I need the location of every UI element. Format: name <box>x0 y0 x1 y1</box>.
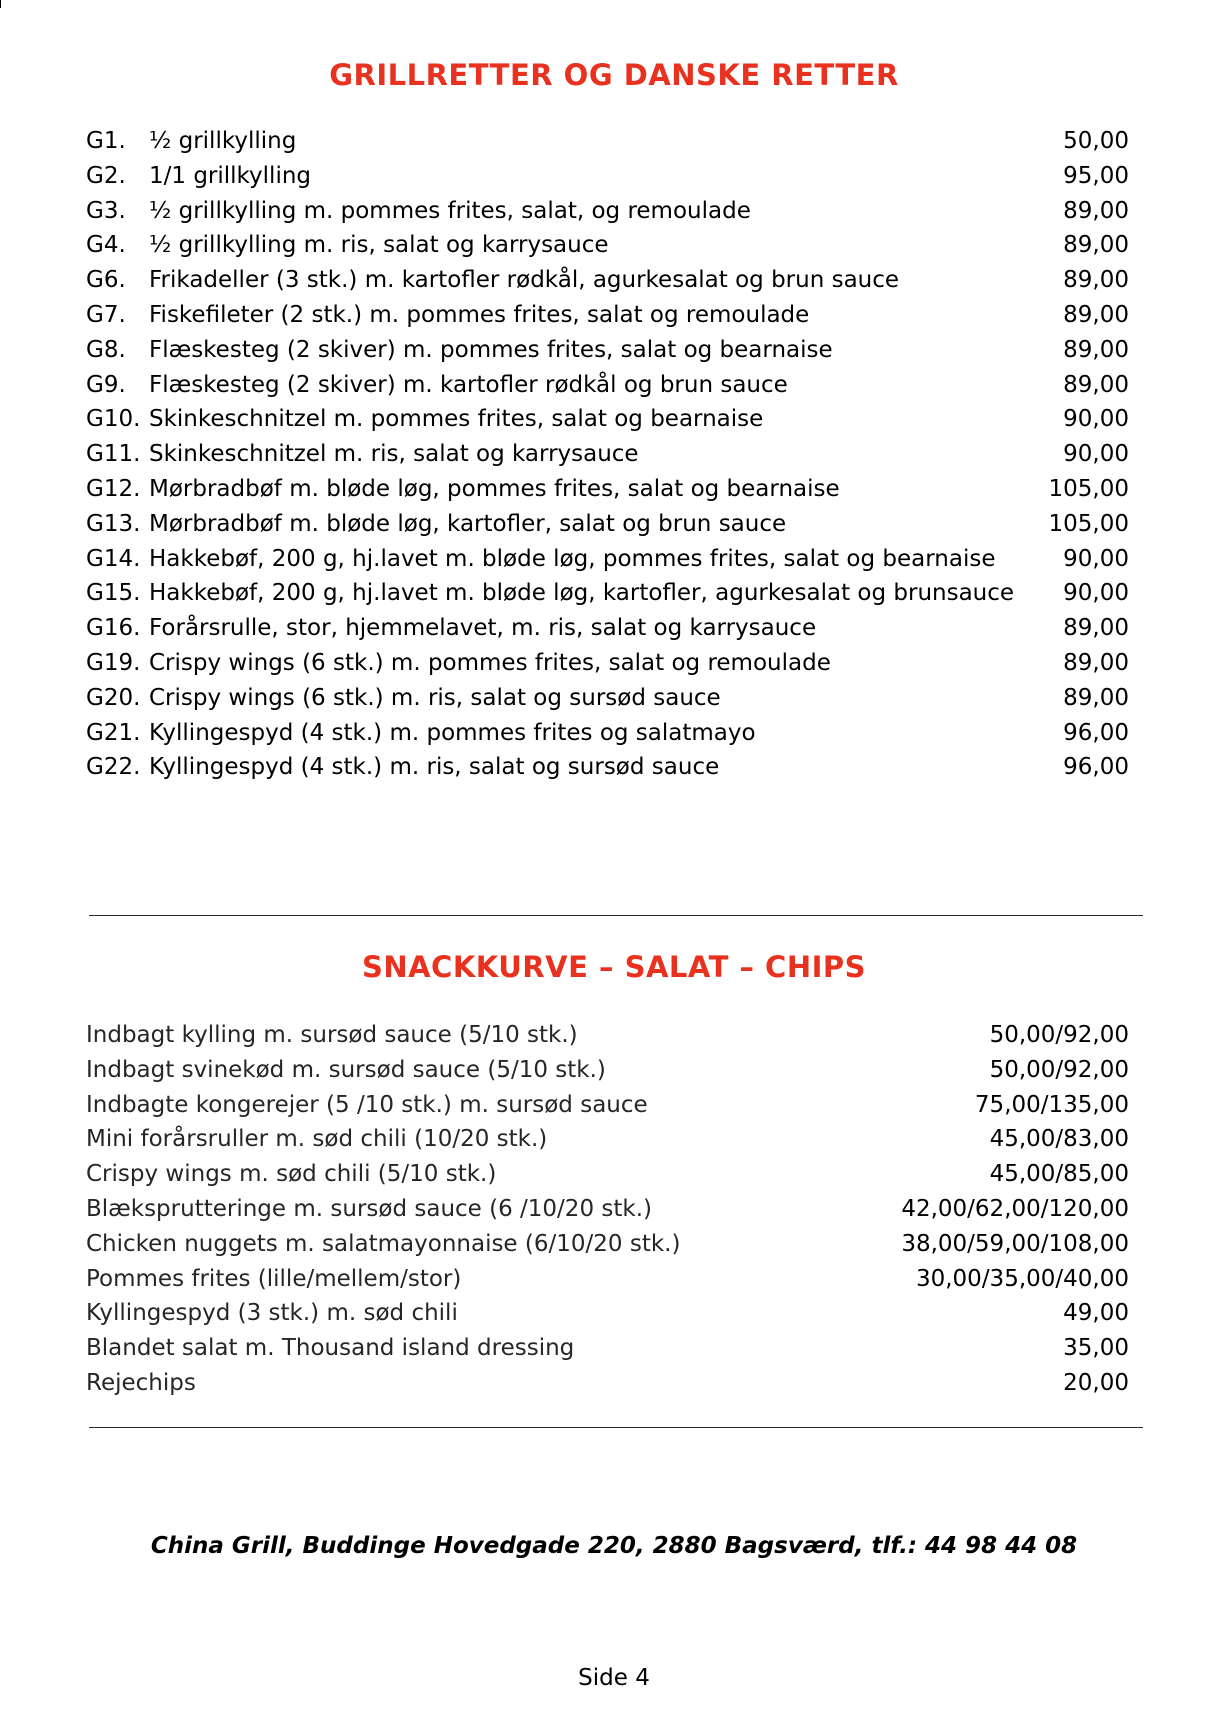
item-code: G2. <box>86 162 126 189</box>
menu-item <box>0 1157 1228 1192</box>
item-price: 89,00 <box>1063 267 1129 294</box>
menu-item <box>0 1018 1228 1053</box>
item-code: G16. <box>86 615 141 642</box>
menu-item <box>0 194 1228 229</box>
item-description: Kyllingespyd (4 stk.) m. ris, salat og sursød sauce <box>149 754 720 781</box>
menu-item <box>0 1088 1228 1123</box>
item-code: G20. <box>86 684 141 711</box>
item-description: Crispy wings m. sød chili (5/10 stk.) <box>86 1161 497 1188</box>
menu-item <box>0 228 1228 263</box>
item-description: Crispy wings (6 stk.) m. ris, salat og sursød sauce <box>149 684 721 711</box>
menu-item <box>0 1331 1228 1366</box>
item-description: Crispy wings (6 stk.) m. pommes frites, salat og remoulade <box>149 649 831 676</box>
item-price: 45,00/83,00 <box>989 1126 1129 1153</box>
item-code: G12. <box>86 475 141 502</box>
item-description: Blæksprutteringe m. sursød sauce (6 /10/20 stk.) <box>86 1195 652 1222</box>
section-divider <box>89 915 1143 916</box>
item-description: Chicken nuggets m. salatmayonnaise (6/10/20 stk.) <box>86 1230 681 1257</box>
menu-item <box>0 1366 1228 1401</box>
grill-section-title: GRILLRETTER OG DANSKE RETTER <box>329 58 899 92</box>
menu-item <box>0 263 1228 298</box>
item-price: 45,00/85,00 <box>989 1161 1129 1188</box>
item-price: 50,00/92,00 <box>989 1056 1129 1083</box>
page-number: Side 4 <box>578 1665 650 1691</box>
item-description: Pommes frites (lille/mellem/stor) <box>86 1265 462 1292</box>
item-price: 50,00 <box>1063 128 1129 154</box>
item-code: G22. <box>86 754 141 781</box>
menu-item <box>0 368 1228 403</box>
item-description: Frikadeller (3 stk.) m. kartofler rødkål, agurkesalat og brun sauce <box>149 267 900 294</box>
menu-item <box>0 159 1228 194</box>
menu-item <box>0 750 1228 785</box>
item-price: 89,00 <box>1063 615 1129 642</box>
item-price: 50,00/92,00 <box>989 1022 1129 1048</box>
item-description: Hakkebøf, 200 g, hj.lavet m. bløde løg, pommes frites, salat og bearnaise <box>149 545 996 572</box>
item-description: ½ grillkylling m. ris, salat og karrysauce <box>149 232 609 259</box>
item-price: 105,00 <box>1048 510 1129 537</box>
item-price: 49,00 <box>1063 1300 1129 1327</box>
item-price: 38,00/59,00/108,00 <box>901 1230 1129 1257</box>
menu-item <box>0 1227 1228 1262</box>
menu-item <box>0 507 1228 542</box>
item-price: 89,00 <box>1063 684 1129 711</box>
item-price: 89,00 <box>1063 232 1129 259</box>
item-price: 90,00 <box>1063 580 1129 607</box>
item-description: Forårsrulle, stor, hjemmelavet, m. ris, salat og karrysauce <box>149 615 817 642</box>
item-description: Mørbradbøf m. bløde løg, pommes frites, salat og bearnaise <box>149 475 840 502</box>
menu-item <box>0 402 1228 437</box>
item-code: G6. <box>86 267 126 294</box>
item-price: 20,00 <box>1063 1369 1129 1396</box>
item-price: 89,00 <box>1063 197 1129 224</box>
item-price: 42,00/62,00/120,00 <box>901 1195 1129 1222</box>
item-description: Fiskefileter (2 stk.) m. pommes frites, salat og remoulade <box>149 301 810 328</box>
item-price: 89,00 <box>1063 301 1129 328</box>
item-description: Mørbradbøf m. bløde løg, kartofler, salat og brun sauce <box>149 510 787 537</box>
menu-item <box>0 437 1228 472</box>
item-code: G1. <box>86 128 126 154</box>
menu-item <box>0 124 1228 159</box>
restaurant-address: China Grill, Buddinge Hovedgade 220, 2880 Bagsværd, tlf.: 44 98 44 08 <box>150 1533 1078 1559</box>
menu-item <box>0 298 1228 333</box>
item-price: 95,00 <box>1063 162 1129 189</box>
page-corner-mark <box>0 0 1 8</box>
item-code: G4. <box>86 232 126 259</box>
menu-item <box>0 611 1228 646</box>
item-price: 90,00 <box>1063 545 1129 572</box>
item-code: G13. <box>86 510 141 537</box>
item-price: 90,00 <box>1063 406 1129 433</box>
menu-item <box>0 716 1228 751</box>
item-description: Mini forårsruller m. sød chili (10/20 stk.) <box>86 1126 548 1153</box>
item-price: 96,00 <box>1063 754 1129 781</box>
item-code: G15. <box>86 580 141 607</box>
item-price: 89,00 <box>1063 336 1129 363</box>
item-price: 75,00/135,00 <box>974 1091 1129 1118</box>
item-code: G11. <box>86 441 141 468</box>
item-price: 96,00 <box>1063 719 1129 746</box>
item-description: ½ grillkylling <box>149 128 297 154</box>
menu-item <box>0 1296 1228 1331</box>
menu-item <box>0 472 1228 507</box>
item-description: Skinkeschnitzel m. pommes frites, salat og bearnaise <box>149 406 764 433</box>
item-price: 89,00 <box>1063 649 1129 676</box>
item-description: Flæskesteg (2 skiver) m. kartofler rødkål og brun sauce <box>149 371 788 398</box>
item-description: Hakkebøf, 200 g, hj.lavet m. bløde løg, kartofler, agurkesalat og brunsauce <box>149 580 1015 607</box>
item-price: 90,00 <box>1063 441 1129 468</box>
item-description: ½ grillkylling m. pommes frites, salat, og remoulade <box>149 197 751 224</box>
item-description: Indbagte kongerejer (5 /10 stk.) m. sursød sauce <box>86 1091 648 1118</box>
grill-menu-list <box>0 124 1228 785</box>
item-description: Skinkeschnitzel m. ris, salat og karrysauce <box>149 441 639 468</box>
menu-item <box>0 1262 1228 1297</box>
item-price: 30,00/35,00/40,00 <box>915 1265 1129 1292</box>
section-divider <box>89 1427 1143 1428</box>
item-description: Kyllingespyd (4 stk.) m. pommes frites og salatmayo <box>149 719 756 746</box>
menu-item <box>0 1122 1228 1157</box>
item-description: Blandet salat m. Thousand island dressing <box>86 1335 575 1362</box>
item-description: Indbagt kylling m. sursød sauce (5/10 stk.) <box>86 1022 578 1048</box>
item-code: G14. <box>86 545 141 572</box>
snack-menu-list <box>0 1018 1228 1401</box>
item-description: Flæskesteg (2 skiver) m. pommes frites, salat og bearnaise <box>149 336 833 363</box>
menu-item <box>0 1192 1228 1227</box>
item-price: 105,00 <box>1048 475 1129 502</box>
item-code: G21. <box>86 719 141 746</box>
item-description: Rejechips <box>86 1369 196 1396</box>
menu-item <box>0 576 1228 611</box>
item-code: G8. <box>86 336 126 363</box>
item-price: 89,00 <box>1063 371 1129 398</box>
item-description: Indbagt svinekød m. sursød sauce (5/10 stk.) <box>86 1056 606 1083</box>
item-description: Kyllingespyd (3 stk.) m. sød chili <box>86 1300 458 1327</box>
item-code: G9. <box>86 371 126 398</box>
snack-section-title: SNACKKURVE – SALAT – CHIPS <box>361 950 867 984</box>
menu-item <box>0 542 1228 577</box>
menu-item <box>0 333 1228 368</box>
menu-item <box>0 1053 1228 1088</box>
item-description: 1/1 grillkylling <box>149 162 312 189</box>
item-code: G19. <box>86 649 141 676</box>
item-price: 35,00 <box>1063 1335 1129 1362</box>
menu-item <box>0 646 1228 681</box>
menu-item <box>0 681 1228 716</box>
item-code: G3. <box>86 197 126 224</box>
item-code: G7. <box>86 301 126 328</box>
item-code: G10. <box>86 406 141 433</box>
